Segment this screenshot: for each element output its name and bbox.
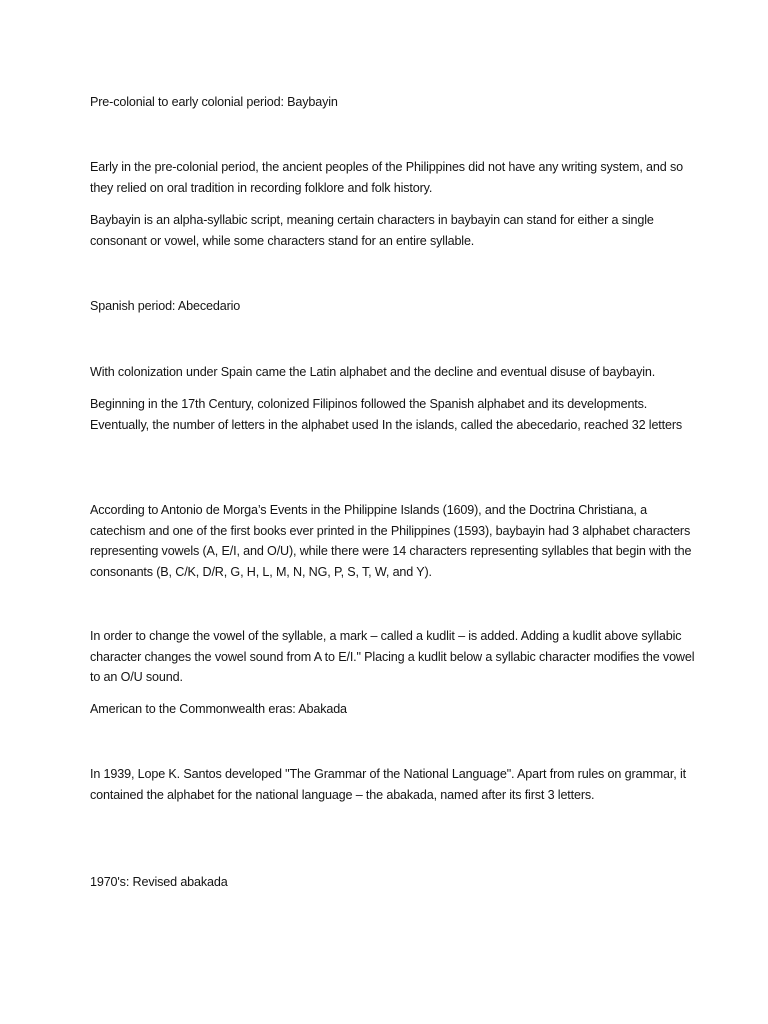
heading-american-commonwealth: American to the Commonwealth eras: Abakada xyxy=(90,702,347,716)
heading-spanish-period: Spanish period: Abecedario xyxy=(90,299,241,313)
paragraph-early-precolonial: Early in the pre-colonial period, the ancient peoples of the Philippines did not have any writing system, and so they relied on oral tradition in recording folklore and folk history. xyxy=(90,160,683,195)
paragraph-morga-doctrina: According to Antonio de Morga’s Events in the Philippine Islands (1609), and the Doctrina Christiana, a catechism and one of the first books ever printed in the Philippines (1593), baybayin had 3 alphabet characters representing vowels (A, E/I, and O/U), while there were 14 characters representing syllables that begin with the consonants (B, C/K, D/R, G, H, L, M, N, NG, P, S, T, W, and Y). xyxy=(90,503,692,579)
heading-precolonial: Pre-colonial to early colonial period: Baybayin xyxy=(90,95,338,109)
paragraph-baybayin-definition: Baybayin is an alpha-syllabic script, meaning certain characters in baybayin can stand for either a single consonant or vowel, while some characters stand for an entire syllable. xyxy=(90,213,654,248)
paragraph-colonization: With colonization under Spain came the Latin alphabet and the decline and eventual disuse of baybayin. xyxy=(90,365,656,379)
heading-1970s-revised: 1970's: Revised abakada xyxy=(90,875,228,889)
paragraph-17th-century: Beginning in the 17th Century, colonized Filipinos followed the Spanish alphabet and its developments. Eventually, the number of letters in the alphabet used In the islands, called the abecedario, reached 32 letters xyxy=(90,397,683,432)
paragraph-kudlit: In order to change the vowel of the syllable, a mark – called a kudlit – is added. Adding a kudlit above syllabic character changes the vowel sound from A to E/I." Placing a kudlit below a syllabic character modifies the vowel to an O/U sound. xyxy=(90,629,695,684)
paragraph-1939-santos: In 1939, Lope K. Santos developed "The Grammar of the National Language". Apart from rules on grammar, it contained the alphabet for the national language – the abakada, named after its first 3 letters. xyxy=(90,767,686,802)
